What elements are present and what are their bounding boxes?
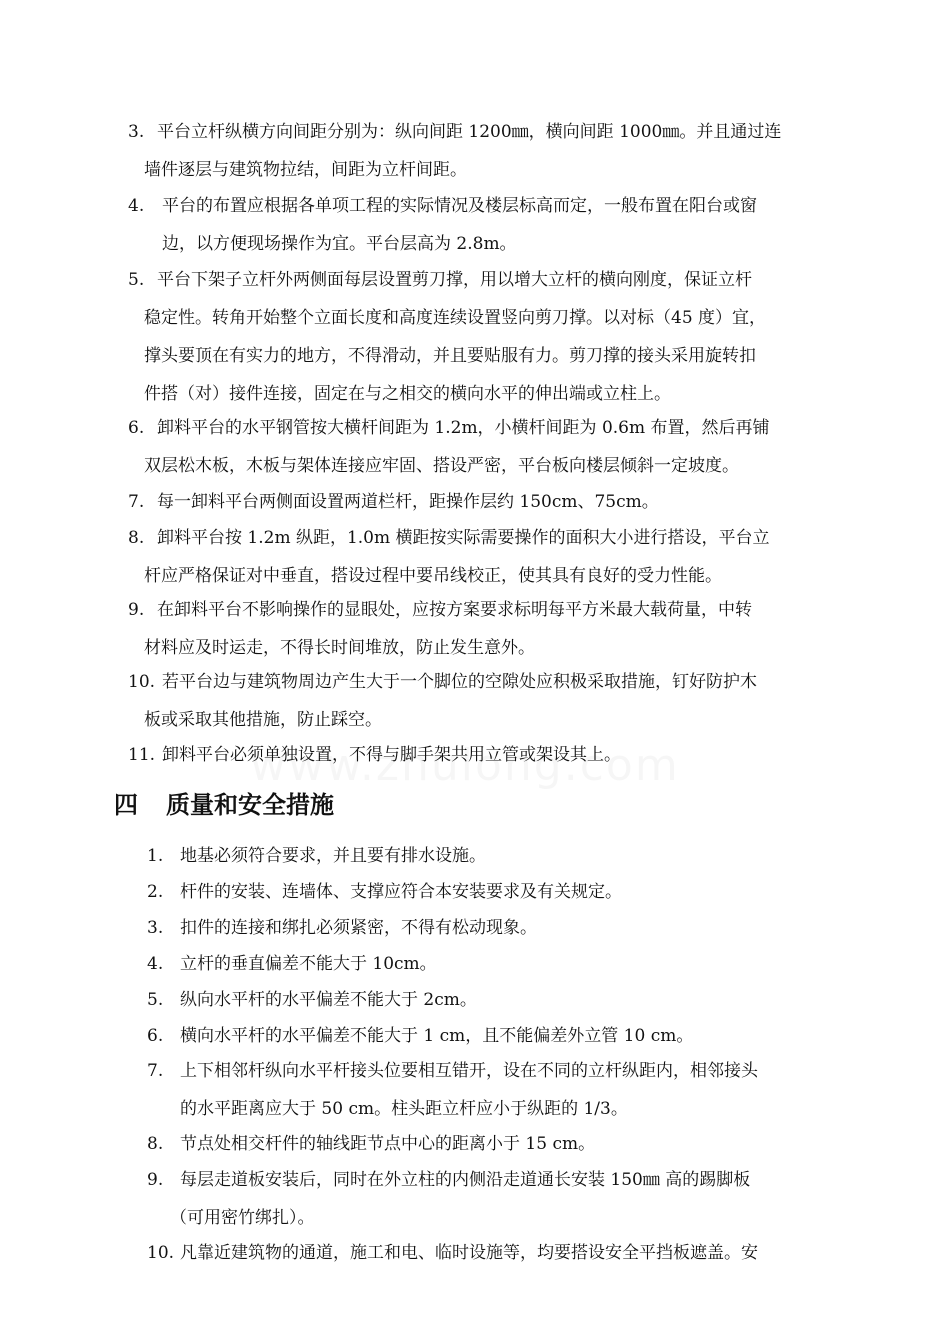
item-text-line: 材料应及时运走，不得长时间堆放，防止发生意外。 bbox=[144, 638, 535, 658]
item-text-line: 每一卸料平台两侧面设置两道栏杆，距操作层约 150cm、75cm。 bbox=[157, 492, 659, 512]
item-number: 7. bbox=[128, 492, 145, 512]
item-text-line: 双层松木板，木板与架体连接应牢固、搭设严密，平台板向楼层倾斜一定坡度。 bbox=[144, 456, 739, 476]
item-number: 1. bbox=[147, 846, 164, 866]
item-text-line: 横向水平杆的水平偏差不能大于 1 cm，且不能偏差外立管 10 cm。 bbox=[180, 1026, 694, 1046]
item-text-line: 边，以方便现场操作为宜。平台层高为 2.8m。 bbox=[162, 234, 517, 254]
item-text-line: 纵向水平杆的水平偏差不能大于 2cm。 bbox=[180, 990, 477, 1010]
item-text-line: 杆件的安装、连墙体、支撑应符合本安装要求及有关规定。 bbox=[180, 882, 622, 902]
item-number: 4. bbox=[128, 196, 145, 216]
section-heading bbox=[114, 787, 334, 823]
item-number: 8. bbox=[147, 1134, 164, 1154]
item-text-line: 墙件逐层与建筑物拉结，间距为立杆间距。 bbox=[144, 160, 467, 180]
item-text-line: 平台的布置应根据各单项工程的实际情况及楼层标高而定，一般布置在阳台或窗 bbox=[162, 196, 757, 216]
item-text-line: （可用密竹绑扎）。 bbox=[170, 1208, 315, 1228]
item-number: 4. bbox=[147, 954, 164, 974]
item-number: 6. bbox=[128, 418, 145, 438]
item-text-line: 扣件的连接和绑扎必须紧密，不得有松动现象。 bbox=[180, 918, 537, 938]
section-title: 质量和安全措施 bbox=[166, 791, 334, 819]
item-text-line: 件搭（对）接件连接，固定在与之相交的横向水平的伸出端或立柱上。 bbox=[144, 384, 671, 404]
item-text-line: 撑头要顶在有实力的地方，不得滑动，并且要贴服有力。剪刀撑的接头采用旋转扣 bbox=[144, 346, 756, 366]
item-text-line: 卸料平台的水平钢管按大横杆间距为 1.2m，小横杆间距为 0.6m 布置，然后再铺 bbox=[157, 418, 770, 438]
item-text-line: 在卸料平台不影响操作的显眼处，应按方案要求标明每平方米最大载荷量，中转 bbox=[157, 600, 752, 620]
item-number: 2. bbox=[147, 882, 164, 902]
item-text-line: 平台立杆纵横方向间距分别为：纵向间距 1200㎜，横向间距 1000㎜。并且通过连 bbox=[157, 122, 782, 142]
item-text-line: 板或采取其他措施，防止踩空。 bbox=[144, 710, 382, 730]
item-number: 5. bbox=[128, 270, 145, 290]
item-text-line: 节点处相交杆件的轴线距节点中心的距离小于 15 cm。 bbox=[180, 1134, 596, 1154]
item-number: 10. bbox=[128, 672, 156, 692]
item-text-line: 地基必须符合要求，并且要有排水设施。 bbox=[180, 846, 486, 866]
item-number: 7. bbox=[147, 1061, 164, 1081]
item-number: 9. bbox=[128, 600, 145, 620]
item-number: 6. bbox=[147, 1026, 164, 1046]
item-number: 9. bbox=[147, 1170, 164, 1190]
item-text-line: 每层走道板安装后，同时在外立柱的内侧沿走道通长安装 150㎜ 高的踢脚板 bbox=[180, 1170, 751, 1190]
item-number: 3. bbox=[128, 122, 145, 142]
item-number: 3. bbox=[147, 918, 164, 938]
item-text-line: 杆应严格保证对中垂直，搭设过程中要吊线校正，使其具有良好的受力性能。 bbox=[144, 566, 722, 586]
item-text-line: 卸料平台按 1.2m 纵距，1.0m 横距按实际需要操作的面积大小进行搭设，平台立 bbox=[157, 528, 770, 548]
item-text-line: 立杆的垂直偏差不能大于 10cm。 bbox=[180, 954, 437, 974]
section-number: 四 bbox=[114, 791, 138, 819]
item-number: 5. bbox=[147, 990, 164, 1010]
item-number: 11. bbox=[128, 745, 156, 765]
item-number: 10. bbox=[147, 1243, 175, 1263]
item-text-line: 若平台边与建筑物周边产生大于一个脚位的空隙处应积极采取措施，钉好防护木 bbox=[162, 672, 757, 692]
item-number: 8. bbox=[128, 528, 145, 548]
item-text-line: 稳定性。转角开始整个立面长度和高度连续设置竖向剪刀撑。以对标（45 度）宜， bbox=[144, 308, 767, 328]
item-text-line: 上下相邻杆纵向水平杆接头位要相互错开，设在不同的立杆纵距内，相邻接头 bbox=[180, 1061, 758, 1081]
item-text-line: 平台下架子立杆外两侧面每层设置剪刀撑，用以增大立杆的横向刚度，保证立杆 bbox=[157, 270, 752, 290]
item-text-line: 的水平距离应大于 50 cm。柱头距立杆应小于纵距的 1/3。 bbox=[180, 1099, 628, 1119]
item-text-line: 卸料平台必须单独设置，不得与脚手架共用立管或架设其上。 bbox=[162, 745, 621, 765]
item-text-line: 凡靠近建筑物的通道，施工和电、临时设施等，均要搭设安全平挡板遮盖。安 bbox=[180, 1243, 758, 1263]
